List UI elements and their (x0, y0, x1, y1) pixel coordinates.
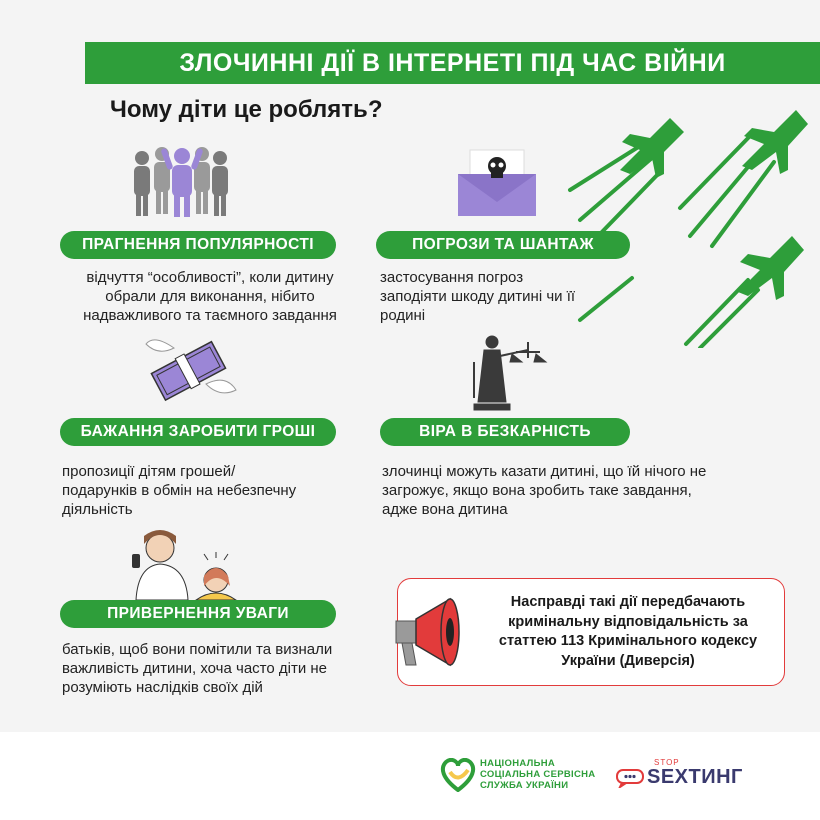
reason-threats-text: застосування погроз заподіяти шкоду дитині чи її родині (380, 269, 576, 324)
chat-bubble-icon (616, 768, 646, 788)
stop-label: STOP (654, 758, 680, 767)
flying-money-icon (136, 334, 240, 406)
reason-money-title: БАЖАННЯ ЗАРОБИТИ ГРОШІ (60, 418, 336, 446)
reason-attention-text: батьків, щоб вони помітили та визнали важливість дитини, хоча часто діти не розуміють наслідків своїх дій (62, 641, 333, 696)
reason-impunity-title: ВІРА В БЕЗКАРНІСТЬ (380, 418, 630, 446)
page-subtitle: Чому діти це роблять? (110, 96, 383, 123)
legal-notice-text: Насправді такі дії передбачають кримінальну відповідальність за статтею 113 Кримінального кодексу України (Диверсія) (498, 594, 758, 669)
page-title-banner: ЗЛОЧИННІ ДІЇ В ІНТЕРНЕТІ ПІД ЧАС ВІЙНИ (85, 42, 820, 84)
legal-notice-box (397, 578, 785, 686)
fighter-jets-icon (560, 108, 820, 348)
themis-justice-icon (466, 332, 548, 412)
reason-popularity-title: ПРАГНЕННЯ ПОПУЛЯРНОСТІ (60, 231, 336, 259)
nssu-heart-logo-icon (440, 758, 476, 792)
reason-attention-title: ПРИВЕРНЕННЯ УВАГИ (60, 600, 336, 628)
people-group-icon (128, 146, 240, 218)
nssu-logo-text: НАЦІОНАЛЬНА СОЦІАЛЬНА СЕРВІСНА СЛУЖБА УКРАЇНИ (480, 758, 596, 791)
sexting-logo-text: SEXТИНГ (647, 766, 743, 788)
skull-envelope-icon (456, 146, 538, 218)
reason-threats-title: ПОГРОЗИ ТА ШАНТАЖ (376, 231, 630, 259)
reason-money-text: пропозиції дітям грошей/ подарунків в обмін на небезпечну діяльність (62, 463, 297, 518)
parent-phone-child-icon (120, 530, 240, 600)
reason-popularity-text: відчуття “особливості”, коли дитину обрали для виконання, нібито надважливого та таємного завдання (83, 269, 337, 324)
reason-impunity-text: злочинці можуть казати дитині, що їй нічого не загрожує, якщо вона зробить таке завдання, адже вона дитина (382, 463, 707, 518)
megaphone-icon (380, 593, 472, 673)
